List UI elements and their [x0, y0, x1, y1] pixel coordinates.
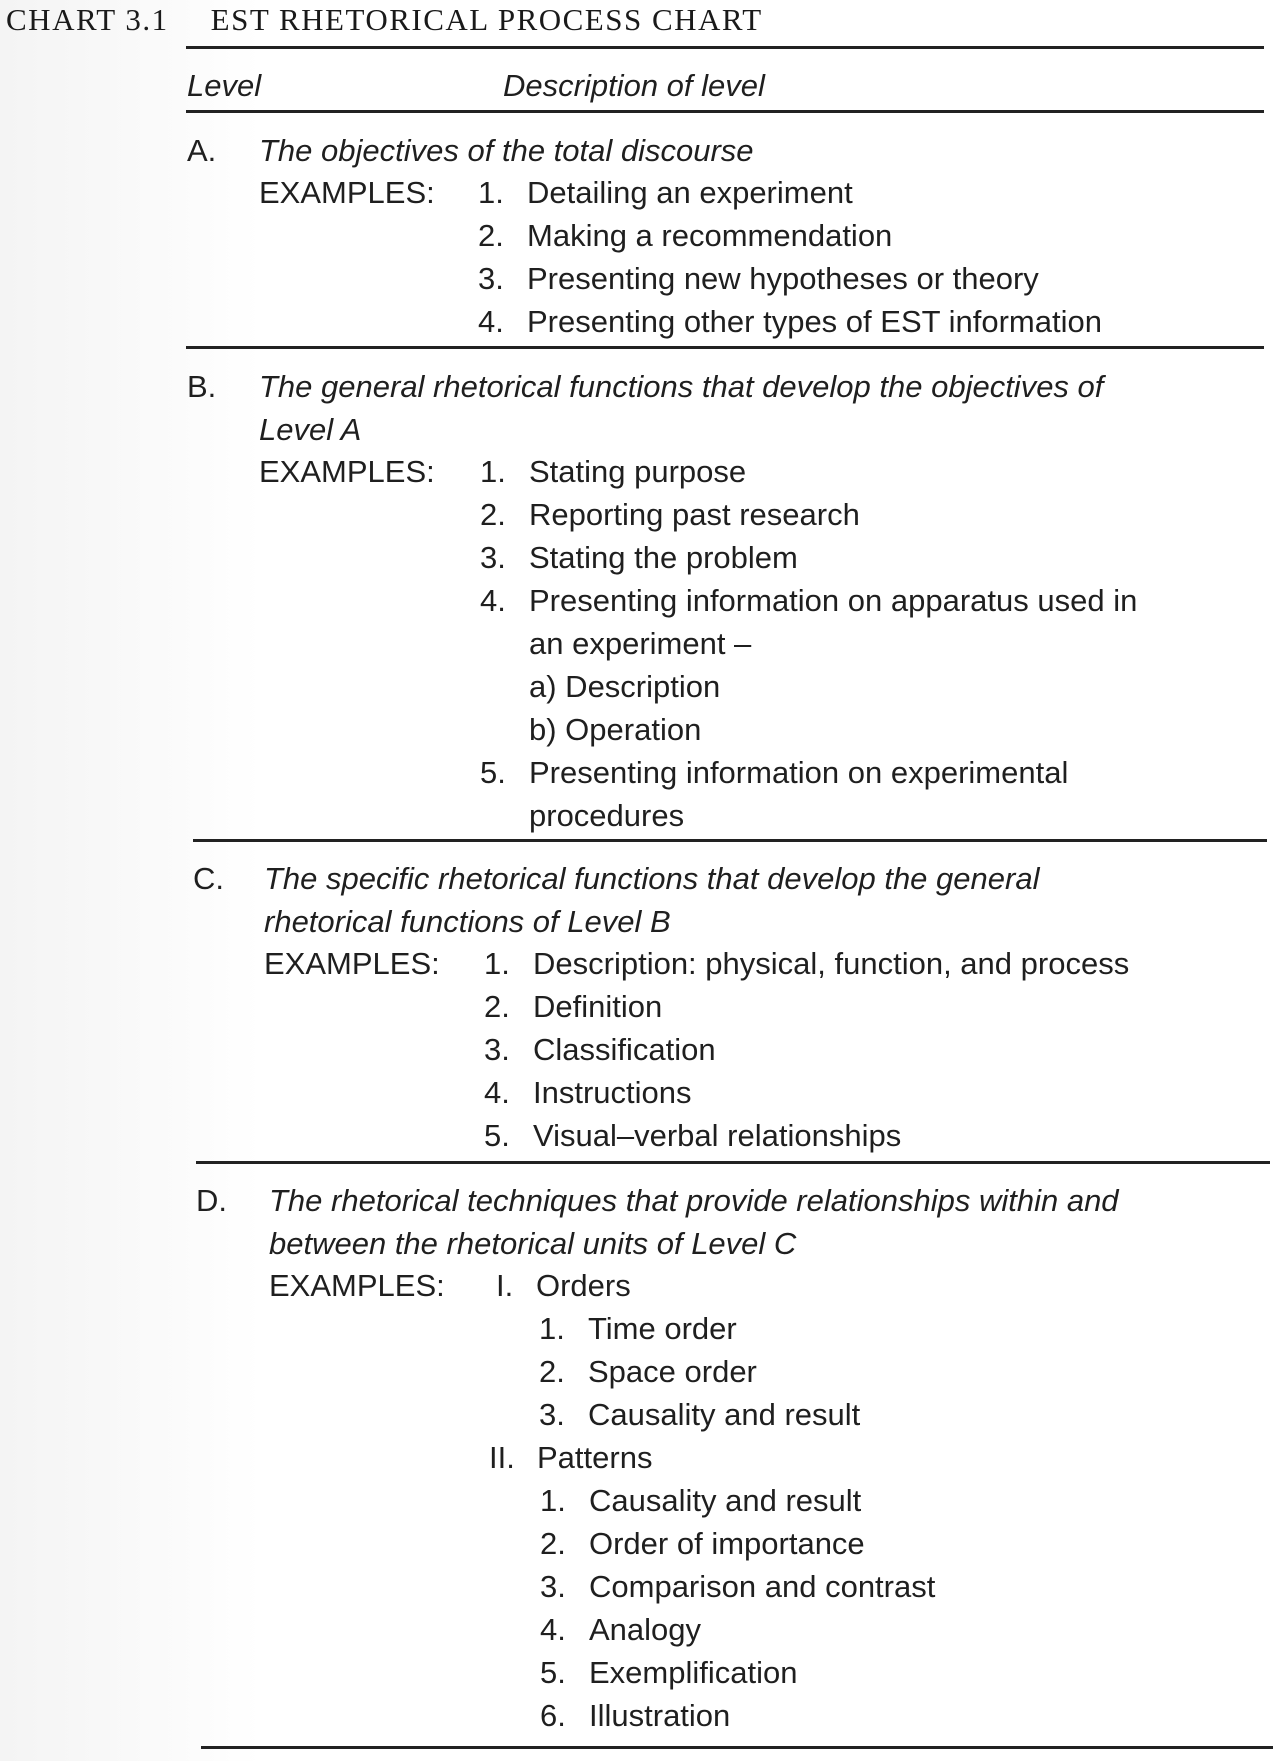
level-d-group-title: Patterns — [537, 1440, 653, 1475]
level-b-example-number: 4. — [480, 583, 506, 618]
level-a-example-number: 2. — [478, 218, 504, 253]
level-b-example-number: 1. — [480, 454, 506, 489]
section-rule-c — [196, 1161, 1270, 1164]
level-d-item-number: 2. — [540, 1526, 566, 1561]
level-d-item-text: Time order — [588, 1311, 737, 1346]
level-a-example-text: Making a recommendation — [527, 218, 893, 253]
level-d-examples-label: EXAMPLES: — [269, 1268, 445, 1303]
level-a-description: The objectives of the total discourse — [259, 133, 754, 168]
level-d-item-number: 2. — [539, 1354, 565, 1389]
level-c-example-number: 1. — [484, 946, 510, 981]
section-rule-a — [186, 346, 1264, 349]
level-d-item-number: 1. — [540, 1483, 566, 1518]
level-d-item-number: 5. — [540, 1655, 566, 1690]
level-b-example-subitem: a) Description — [529, 669, 721, 704]
level-d-description: between the rhetorical units of Level C — [269, 1226, 797, 1261]
level-b-example-text: Presenting information on experimental — [529, 755, 1069, 790]
level-d-item-text: Causality and result — [588, 1397, 861, 1432]
level-a-example-text: Presenting other types of EST information — [527, 304, 1102, 339]
level-d-group-number: I. — [496, 1268, 514, 1303]
level-d-item-text: Analogy — [589, 1612, 702, 1647]
level-d-item-number: 4. — [540, 1612, 566, 1647]
level-a-example-number: 1. — [478, 175, 504, 210]
level-d-description: The rhetorical techniques that provide relationships within and — [269, 1183, 1119, 1218]
level-c-letter: C. — [193, 861, 224, 896]
level-d-item-number: 1. — [539, 1311, 565, 1346]
level-a-letter: A. — [187, 133, 217, 168]
level-a-example-number: 3. — [478, 261, 504, 296]
level-d-item-text: Causality and result — [589, 1483, 862, 1518]
level-d-item-number: 3. — [540, 1569, 566, 1604]
level-b-description: The general rhetorical functions that develop the objectives of — [259, 369, 1104, 404]
top-rule — [186, 46, 1264, 49]
level-a-example-number: 4. — [478, 304, 504, 339]
level-b-letter: B. — [187, 369, 217, 404]
level-b-example-number: 3. — [480, 540, 506, 575]
level-d-item-number: 6. — [540, 1698, 566, 1733]
level-b-example-text: Reporting past research — [529, 497, 860, 532]
header-rule — [186, 110, 1264, 113]
chart-number: CHART 3.1 — [6, 2, 169, 37]
level-c-example-text: Visual–verbal relationships — [533, 1118, 902, 1153]
level-d-item-number: 3. — [539, 1397, 565, 1432]
level-c-example-text: Classification — [533, 1032, 716, 1067]
level-b-example-text: Stating purpose — [529, 454, 747, 489]
level-b-example-number: 5. — [480, 755, 506, 790]
level-c-example-number: 4. — [484, 1075, 510, 1110]
level-b-example-number: 2. — [480, 497, 506, 532]
level-b-example-continuation: an experiment – — [529, 626, 752, 661]
level-d-item-text: Order of importance — [589, 1526, 865, 1561]
level-a-example-text: Presenting new hypotheses or theory — [527, 261, 1039, 296]
level-d-group-number: II. — [489, 1440, 515, 1475]
level-b-example-text: Presenting information on apparatus used in — [529, 583, 1138, 618]
level-d-item-text: Space order — [588, 1354, 757, 1389]
level-d-group-title: Orders — [536, 1268, 631, 1303]
level-c-example-text: Definition — [533, 989, 663, 1024]
level-b-example-text: Stating the problem — [529, 540, 798, 575]
level-c-example-text: Description: physical, function, and process — [533, 946, 1130, 981]
level-d-item-text: Exemplification — [589, 1655, 798, 1690]
column-header-description: Description of level — [503, 68, 765, 103]
level-c-example-number: 2. — [484, 989, 510, 1024]
level-c-description: rhetorical functions of Level B — [264, 904, 671, 939]
level-a-example-text: Detailing an experiment — [527, 175, 853, 210]
level-d-item-text: Illustration — [589, 1698, 731, 1733]
chart-header — [6, 2, 763, 38]
level-d-item-text: Comparison and contrast — [589, 1569, 936, 1604]
level-c-examples-label: EXAMPLES: — [264, 946, 440, 981]
level-c-example-number: 3. — [484, 1032, 510, 1067]
level-b-examples-label: EXAMPLES: — [259, 454, 435, 489]
bottom-rule — [201, 1746, 1273, 1749]
level-c-example-text: Instructions — [533, 1075, 692, 1110]
level-a-examples-label: EXAMPLES: — [259, 175, 435, 210]
level-b-example-subitem: b) Operation — [529, 712, 702, 747]
level-d-letter: D. — [196, 1183, 227, 1218]
level-c-example-number: 5. — [484, 1118, 510, 1153]
chart-title: EST RHETORICAL PROCESS CHART — [210, 2, 763, 37]
level-b-description: Level A — [259, 412, 362, 447]
section-rule-b — [193, 839, 1267, 842]
level-b-example-continuation: procedures — [529, 798, 685, 833]
level-c-description: The specific rhetorical functions that develop the general — [264, 861, 1040, 896]
column-header-level: Level — [187, 68, 262, 103]
